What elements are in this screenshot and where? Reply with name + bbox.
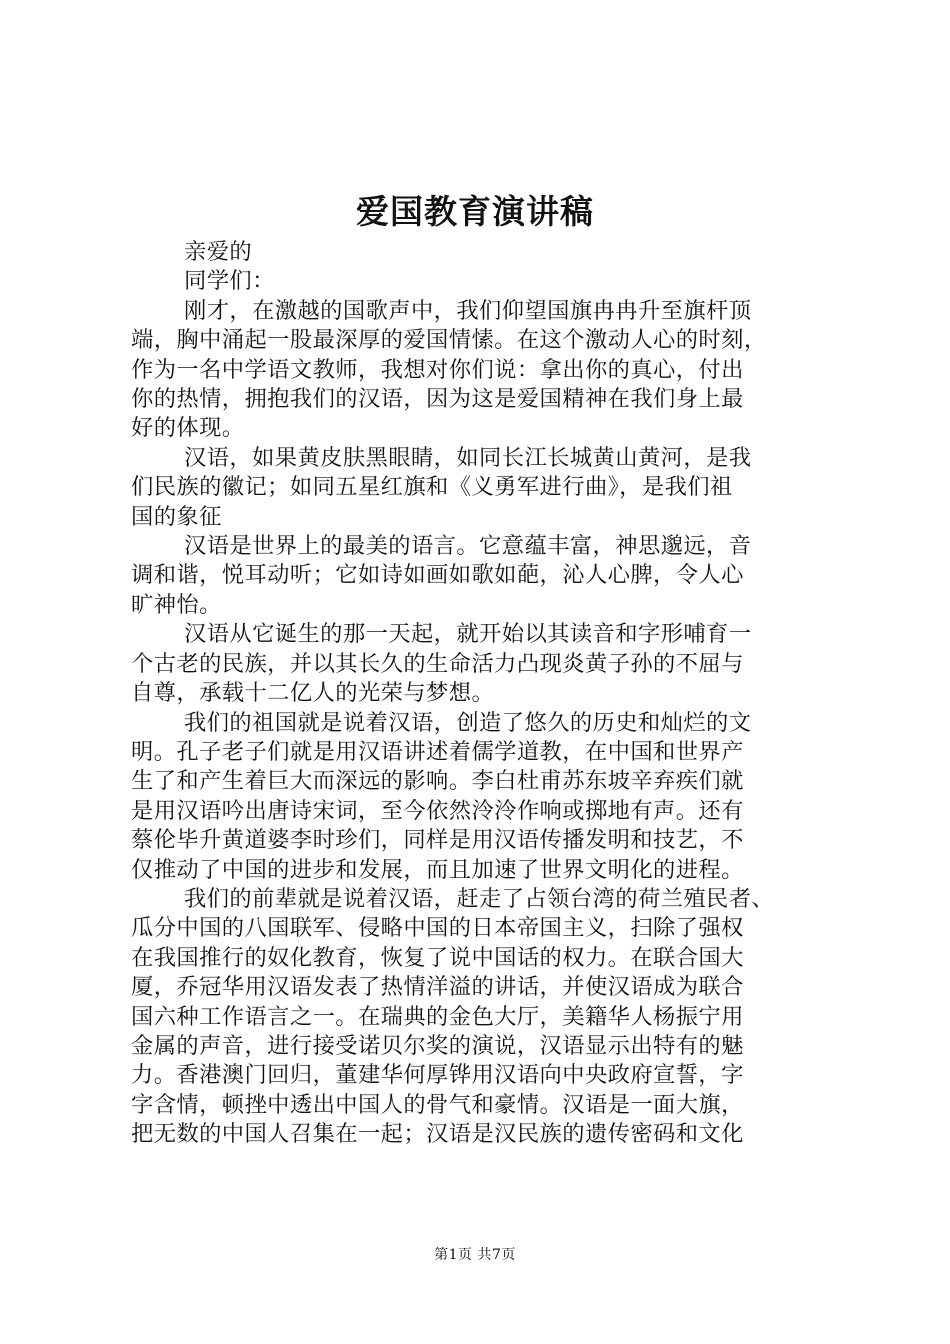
text-line: 在我国推行的奴化教育，恢复了说中国话的权力。在联合国大 (131, 944, 744, 971)
text-line: 同学们： (184, 268, 275, 295)
text-line: 们民族的徽记；如同五星红旗和《义勇军进行曲》，是我们祖 (131, 474, 733, 501)
text-line: 刚才，在激越的国歌声中，我们仰望国旗冉冉升至旗杆顶 (184, 297, 752, 324)
text-line: 明。孔子老子们就是用汉语讲述着儒学道教，在中国和世界产 (131, 738, 744, 765)
text-line: 蔡伦毕升黄道婆李时珍们，同样是用汉语传播发明和技艺，不 (131, 827, 744, 854)
text-line: 金属的声音，进行接受诺贝尔奖的演说，汉语显示出特有的魅 (131, 1032, 744, 1059)
text-line: 自尊，承载十二亿人的光荣与梦想。 (131, 680, 495, 707)
page-footer: 第1页 共7页 (434, 1247, 516, 1263)
document-body (131, 238, 831, 1150)
text-line: 调和谐，悦耳动听；它如诗如画如歌如葩，沁人心脾，令人心 (131, 562, 744, 589)
text-line: 汉语，如果黄皮肤黑眼睛，如同长江长城黄山黄河，是我 (184, 444, 752, 471)
text-line: 厦，乔冠华用汉语发表了热情洋溢的讲话，并使汉语成为联合 (131, 974, 744, 1001)
text-line: 个古老的民族，并以其长久的生命活力凸现炎黄子孙的不屈与 (131, 650, 744, 677)
text-line: 好的体现。 (131, 415, 245, 442)
text-line: 仅推动了中国的进步和发展，而且加速了世界文明化的进程。 (131, 856, 744, 883)
text-line: 国六种工作语言之一。在瑞典的金色大厅，美籍华人杨振宁用 (131, 1003, 744, 1030)
text-line: 是用汉语吟出唐诗宋词，至今依然泠泠作响或掷地有声。还有 (131, 797, 744, 824)
text-line: 字含情，顿挫中透出中国人的骨气和豪情。汉语是一面大旗， (131, 1091, 744, 1118)
text-line: 把无数的中国人召集在一起；汉语是汉民族的遗传密码和文化 (131, 1121, 744, 1148)
document-title: 爱国教育演讲稿 (356, 192, 594, 231)
text-line: 你的热情，拥抱我们的汉语，因为这是爱国精神在我们身上最 (131, 386, 744, 413)
text-line: 我们的祖国就是说着汉语，创造了悠久的历史和灿烂的文 (184, 709, 752, 736)
text-line: 力。香港澳门回归，董建华何厚铧用汉语向中央政府宣誓，字 (131, 1062, 744, 1089)
text-line: 我们的前辈就是说着汉语，赶走了占领台湾的荷兰殖民者、 (184, 885, 775, 912)
text-line: 旷神怡。 (131, 591, 222, 618)
text-line: 汉语是世界上的最美的语言。它意蕴丰富，神思邈远，音 (184, 533, 752, 560)
text-line: 作为一名中学语文教师，我想对你们说：拿出你的真心，付出 (131, 356, 744, 383)
text-line: 亲爱的 (184, 239, 253, 265)
text-line: 瓜分中国的八国联军、侵略中国的日本帝国主义，扫除了强权 (131, 915, 744, 942)
text-line: 汉语从它诞生的那一天起，就开始以其读音和字形哺育一 (184, 621, 752, 648)
text-line: 生了和产生着巨大而深远的影响。李白杜甫苏东坡辛弃疾们就 (131, 768, 744, 795)
text-line: 国的象征 (131, 503, 222, 530)
text-line: 端，胸中涌起一股最深厚的爱国情愫。在这个激动人心的时刻， (131, 327, 767, 354)
